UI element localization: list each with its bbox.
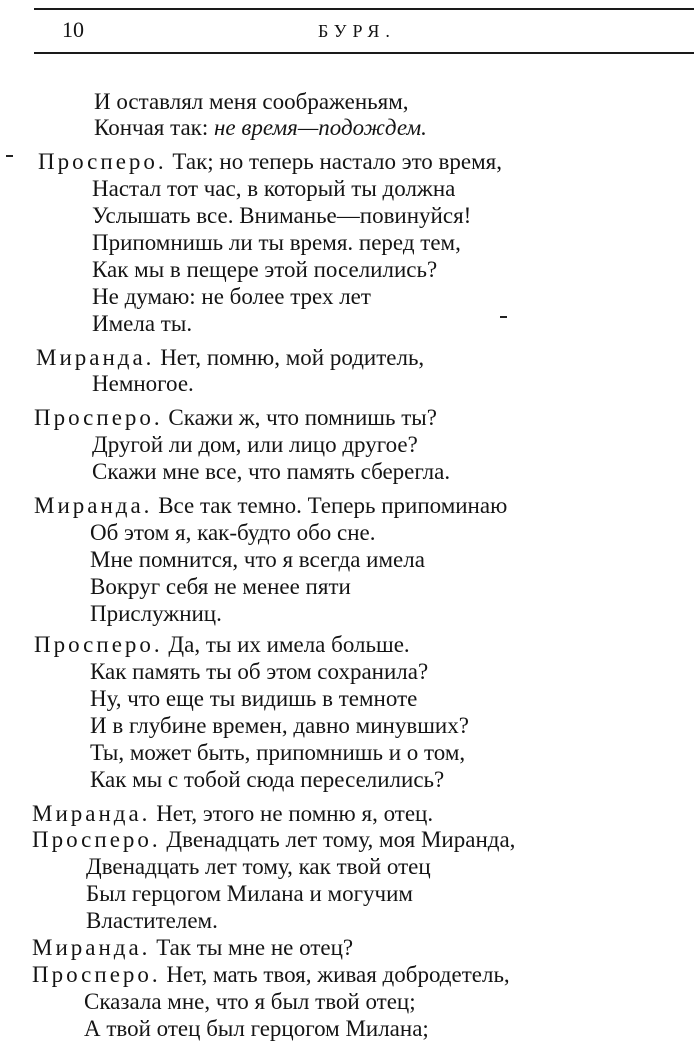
verse-line: И оставлял меня соображеньям, (94, 89, 409, 114)
speech-line (32, 826, 515, 854)
margin-mark (6, 155, 13, 157)
speech-text: Нет, мать твоя, живая добродетель, (160, 962, 510, 987)
verse-line: Услышать все. Вниманье—повинуйся! (92, 203, 472, 228)
speaker-name: Миранда. (34, 493, 153, 518)
speech-line (32, 961, 510, 989)
speech-text: Нет, этого не помню я, отец. (150, 801, 434, 826)
speaker-name: Миранда. (36, 345, 155, 370)
verse-line: Двенадцать лет тому, как твой отец (86, 854, 431, 879)
verse-line: Сказала мне, что я был твой отец; (84, 989, 416, 1014)
verse-line: Был герцогом Милана и могучим (86, 881, 413, 906)
speaker-name: Миранда. (32, 801, 151, 826)
verse-line: Немногое. (92, 371, 194, 396)
verse-line: Властителем. (86, 908, 218, 933)
speaker-name: Просперо. (32, 962, 161, 987)
margin-mark (500, 316, 507, 318)
verse-line: Припомнишь ли ты время. перед тем, (92, 230, 461, 255)
speaker-name: Просперо. (32, 827, 161, 852)
verse-line: Как мы в пещере этой поселились? (92, 257, 438, 282)
speech-text: Скажи ж, что помнишь ты? (162, 405, 437, 430)
speech-text: Да, ты их имела больше. (162, 632, 410, 657)
speech-text: Двенадцать лет тому, моя Миранда, (160, 827, 516, 852)
speech-line (34, 492, 507, 520)
speech-text: Так; но теперь настало это время, (166, 149, 503, 174)
verse-line: Ну, что еще ты видишь в темноте (90, 686, 418, 711)
speaker-name: Просперо. (34, 405, 163, 430)
header-bottom-rule (34, 52, 694, 54)
speaker-name: Миранда. (32, 935, 151, 960)
verse-line: Мне помнится, что я всегда имела (90, 547, 425, 572)
speech-text: Так ты мне не отец? (150, 935, 354, 960)
verse-text-plain: Кончая так: (94, 115, 214, 140)
verse-line: Другой ли дом, или лицо другое? (92, 432, 418, 457)
verse-line: Не думаю: не более трех лет (92, 284, 371, 309)
verse-line: Настал тот час, в который ты должна (92, 176, 456, 201)
page-number: 10 (62, 17, 84, 42)
verse-line: Прислужниц. (90, 601, 222, 626)
verse-line (94, 114, 427, 142)
speech-line (34, 404, 437, 432)
speech-line (38, 148, 502, 176)
speech-line (32, 934, 353, 962)
speaker-name: Просперо. (34, 632, 163, 657)
verse-line: И в глубине времен, давно минувших? (90, 713, 469, 738)
verse-line: Имела ты. (92, 311, 193, 336)
verse-line: Ты, может быть, припомнишь и о том, (90, 740, 466, 765)
verse-line: Скажи мне все, что память сберегла. (92, 459, 451, 484)
running-title: БУРЯ. (318, 21, 396, 41)
verse-line: Как память ты об этом сохранила? (90, 659, 429, 684)
header-top-rule (34, 8, 694, 10)
speech-line (32, 800, 433, 828)
verse-line: А твой отец был герцогом Милана; (84, 1016, 429, 1041)
verse-line: Об этом я, как-будто обо сне. (90, 520, 376, 545)
speech-text: Нет, помню, мой родитель, (154, 345, 425, 370)
speech-line (36, 344, 424, 372)
speaker-name: Просперо. (38, 149, 167, 174)
verse-line: Как мы с тобой сюда переселились? (90, 767, 445, 792)
verse-line: Вокруг себя не менее пяти (90, 574, 351, 599)
speech-text: Все так темно. Теперь припоминаю (152, 493, 508, 518)
speech-line (34, 631, 410, 659)
verse-text-italic: не время—подождем. (213, 115, 427, 140)
